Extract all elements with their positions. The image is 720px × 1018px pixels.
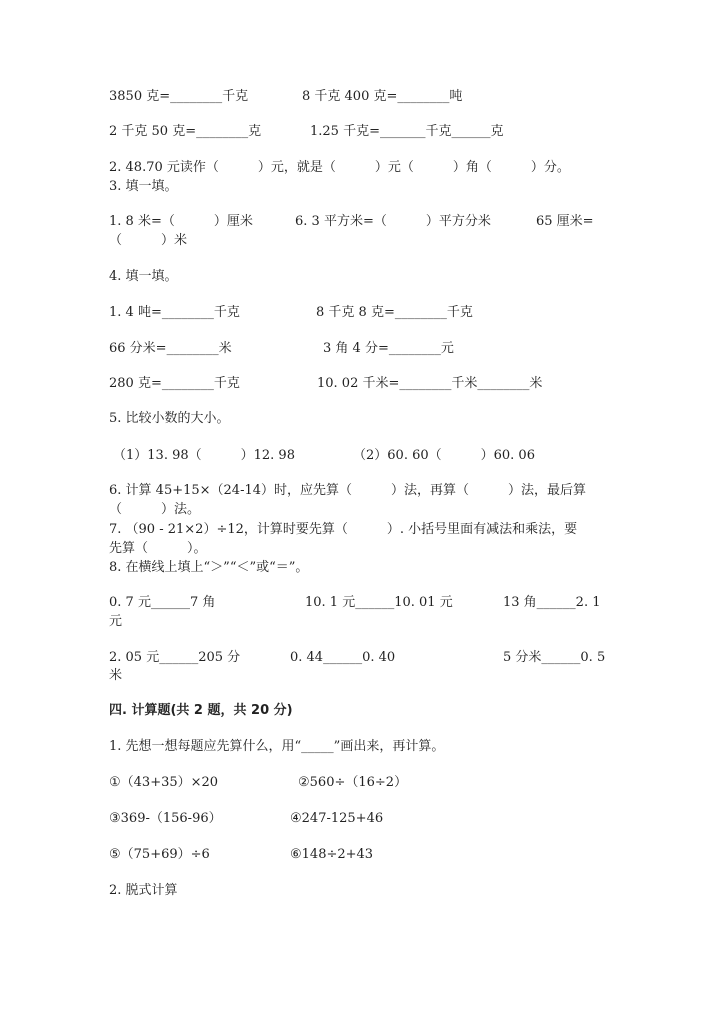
- conversion-item: 66 分米=________米: [109, 341, 232, 356]
- conversion-item: 3850 克=________千克: [109, 89, 249, 104]
- calc-item: ④247-125+46: [290, 811, 384, 826]
- calc-item: ①（43+35）×20: [109, 775, 219, 790]
- question-5-title: 5. 比较小数的大小。: [109, 411, 230, 426]
- calc-item: ⑤（75+69）÷6: [109, 847, 210, 862]
- question-4-title: 4. 填一填。: [109, 269, 178, 284]
- compare-item: 10. 1 元______10. 01 元: [305, 595, 453, 610]
- conversion-item: 8 千克 8 克=________千克: [316, 305, 473, 320]
- compare-item: 2. 05 元______205 分: [109, 650, 241, 665]
- question-6: 6. 计算 45+15×（24-14）时，应先算（ ）法，再算（ ）法，最后算: [109, 483, 587, 498]
- conversion-item: 3 角 4 分=________元: [323, 341, 454, 356]
- conversion-item: 65 厘米=: [536, 214, 594, 229]
- conversion-item: 10. 02 千米=________千米________米: [317, 376, 543, 391]
- compare-item: 0. 44______0. 40: [290, 650, 396, 665]
- compare-item-continued: 元: [109, 614, 123, 629]
- compare-item: 0. 7 元______7 角: [109, 595, 216, 610]
- calc-question-2: 2. 脱式计算: [109, 883, 178, 898]
- compare-item: 13 角______2. 1: [503, 595, 601, 610]
- compare-item-continued: 米: [109, 668, 123, 683]
- calc-item: ②560÷（16÷2）: [298, 775, 408, 790]
- conversion-item: 2 千克 50 克=________克: [109, 124, 262, 139]
- conversion-item: 6. 3 平方米=（ ）平方分米: [295, 214, 491, 229]
- question-2: 2. 48.70 元读作（ ）元，就是（ ）元（ ）角（ ）分。: [109, 160, 570, 175]
- calc-item: ⑥148÷2+43: [290, 847, 374, 862]
- calc-item: ③369-（156-96）: [109, 811, 222, 826]
- compare-item: 5 分米______0. 5: [503, 650, 606, 665]
- calc-question-1: 1. 先想一想每题应先算什么，用“_____”画出来，再计算。: [109, 739, 445, 754]
- question-7-continued: 先算（ ）。: [109, 541, 207, 556]
- conversion-item: 1. 8 米=（ ）厘米: [109, 214, 253, 229]
- question-8-title: 8. 在横线上填上“＞”“＜”或“＝”。: [109, 560, 309, 575]
- conversion-item: 1. 4 吨=________千克: [109, 305, 240, 320]
- section-heading: 四. 计算题(共 2 题，共 20 分): [109, 703, 293, 718]
- question-7: 7. （90 - 21×2）÷12，计算时要先算（ ）. 小括号里面有减法和乘法，要: [109, 522, 578, 537]
- conversion-item: 280 克=________千克: [109, 376, 240, 391]
- conversion-item: 1.25 千克=_______千克______克: [310, 124, 504, 139]
- conversion-item: 8 千克 400 克=________吨: [302, 89, 463, 104]
- question-3-title: 3. 填一填。: [109, 179, 178, 194]
- compare-item: （2）60. 60（ ）60. 06: [353, 448, 535, 463]
- compare-item: （1）13. 98（ ）12. 98: [113, 448, 295, 463]
- conversion-item-continued: （ ）米: [109, 233, 188, 248]
- question-6-continued: （ ）法。: [109, 502, 201, 517]
